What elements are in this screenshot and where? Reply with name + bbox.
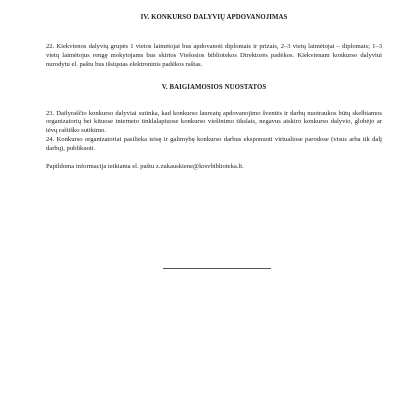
paragraph-24: 24. Konkurso organizatoriai pasilieka teisę ir galimybę konkurso darbus eksponuoti virtualiose parodose (visus arba tik dalį darbų), publikuoti. [46,136,382,153]
section-heading-final-provisions: V. BAIGIAMOSIOS NUOSTATOS [161,83,267,91]
paragraph-22: 22. Kiekvienos dalyvių grupės 1 vietos laimėtojai bus apdovanoti diplomais ir prizais, 2–3 vietų laimėtojai – diplomais; 1–3 vietų laimėtojus rengę mokytojams bus skirtos Viešosios bibliotekos Direktorės padėkos. Kiekvienam konkurso dalyviui nurodytu el. paštu bus išsiųstas elektroninis padėkos raštas. [46,42,382,68]
paragraph-23: 23. Dailyraščio konkurso dalyviai sutinka, kad konkurso laureatų apdovanojimo šventės ir darbų nuotraukos būtų skelbiamos organizatorių bei kituose interneto tinklalapiuose konkurso viešinimo tikslais, negavus atskiro konkurso dalyvio, globėjo ar tėvų raštiško sutikimo. [46,109,382,135]
document-page [46,14,382,172]
contact-info: Papildoma informacija teikiama el. paštu z.zukauskiene@krsvbiblioteka.lt. [46,163,244,171]
signature-line [163,268,271,269]
section-heading-awards: IV. KONKURSO DALYVIŲ APDOVANOJIMAS [140,14,288,21]
